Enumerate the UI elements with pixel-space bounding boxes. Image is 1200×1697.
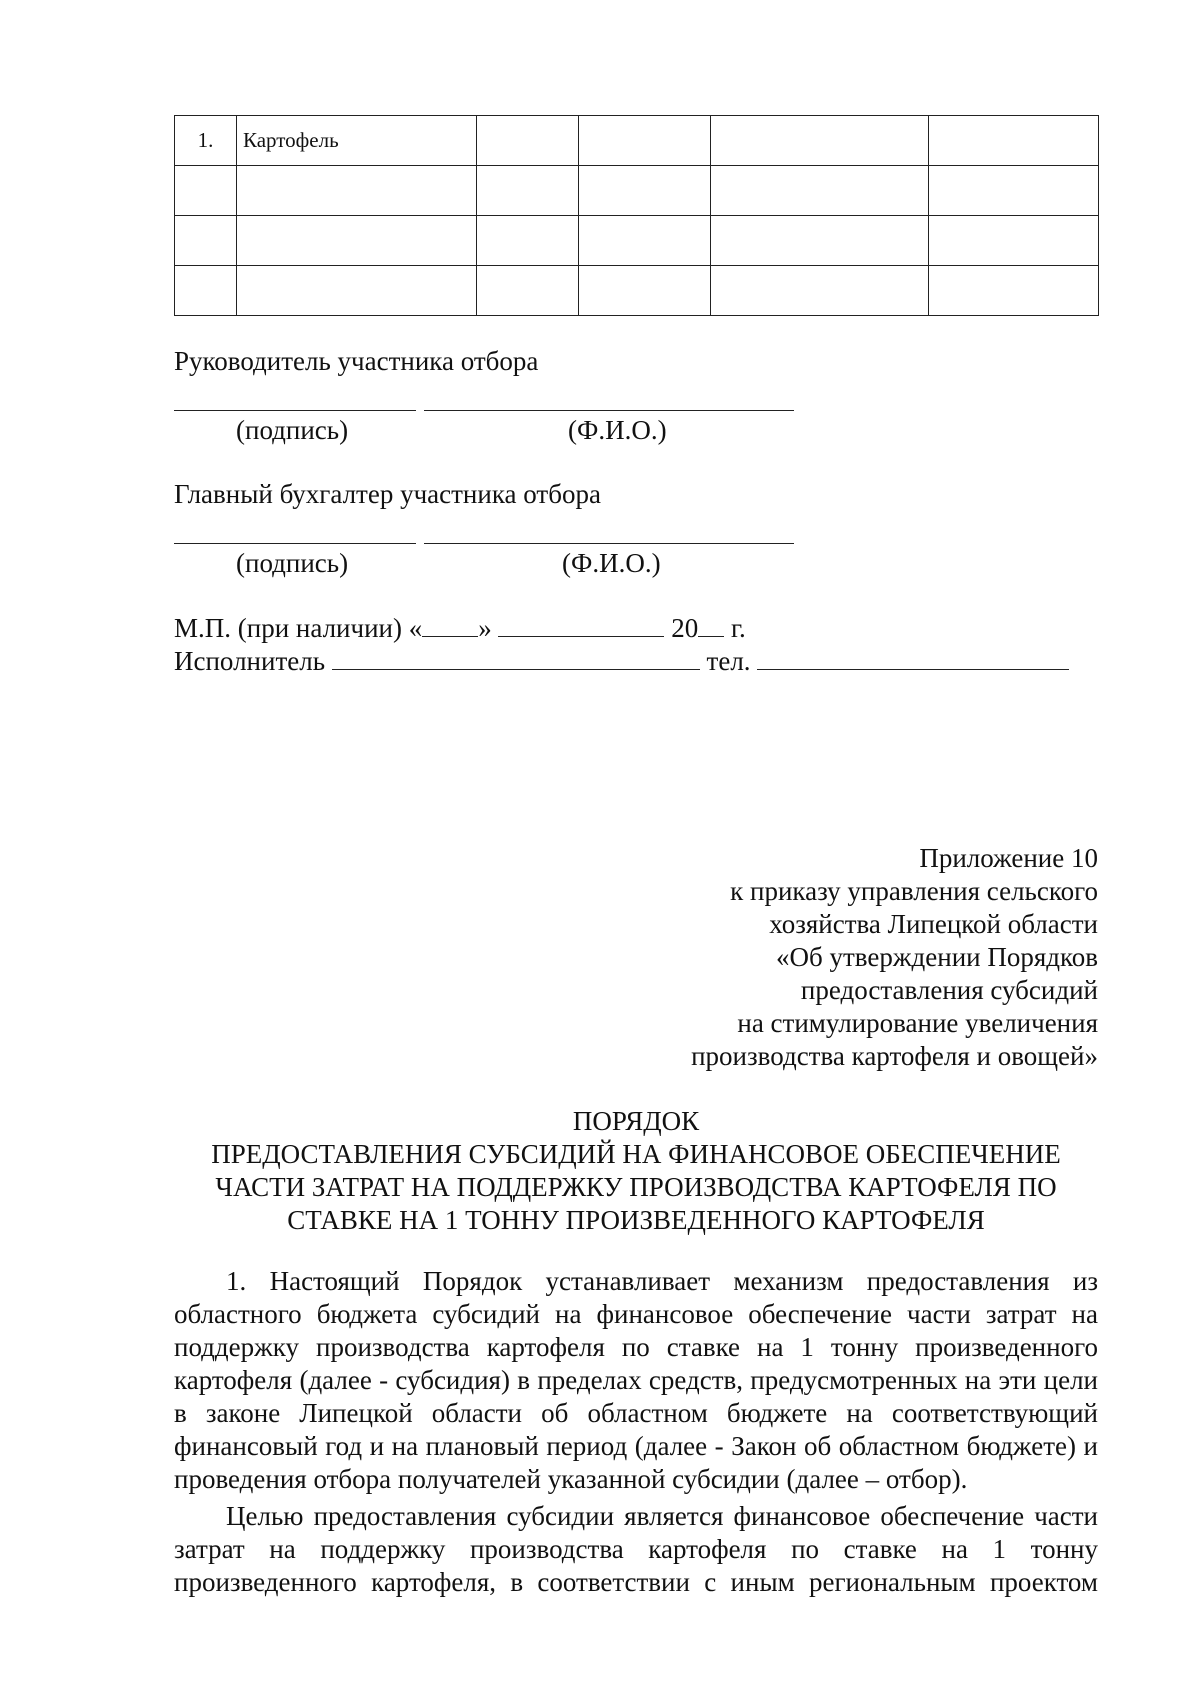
table-cell <box>929 116 1099 166</box>
table-cell <box>237 216 477 266</box>
table-cell <box>579 266 711 316</box>
crop-table <box>174 115 1099 316</box>
crop-table-body <box>175 116 1099 316</box>
accountant-name-caption: (Ф.И.О.) <box>562 548 661 578</box>
stamp-quote-close: » <box>478 613 492 643</box>
table-cell <box>929 266 1099 316</box>
table-cell <box>175 216 237 266</box>
annex-line: хозяйства Липецкой области <box>769 909 1098 939</box>
table-cell <box>579 116 711 166</box>
table-cell <box>237 266 477 316</box>
title-line: СТАВКЕ НА 1 ТОННУ ПРОИЗВЕДЕННОГО КАРТОФЕЛЯ <box>287 1205 985 1235</box>
table-row <box>175 266 1099 316</box>
year-prefix: 20 <box>671 613 699 643</box>
title-line: ЧАСТИ ЗАТРАТ НА ПОДДЕРЖКУ ПРОИЗВОДСТВА КАРТОФЕЛЯ ПО <box>215 1172 1057 1202</box>
head-label: Руководитель участника отбора <box>174 346 539 376</box>
executor-line <box>174 645 1069 678</box>
table-cell <box>477 116 579 166</box>
annex-line: производства картофеля и овощей» <box>691 1041 1098 1071</box>
table-cell <box>237 166 477 216</box>
head-name-caption: (Ф.И.О.) <box>568 415 667 445</box>
table-cell <box>477 266 579 316</box>
table-cell <box>711 166 929 216</box>
table-cell <box>929 166 1099 216</box>
year-suffix: г. <box>730 613 746 643</box>
title-line: ПРЕДОСТАВЛЕНИЯ СУБСИДИЙ НА ФИНАНСОВОЕ ОБЕСПЕЧЕНИЕ <box>211 1139 1061 1169</box>
annex-line: предоставления субсидий <box>800 975 1098 1005</box>
annex-line: к приказу управления сельского <box>730 876 1098 906</box>
table-cell <box>175 166 237 216</box>
paragraph-2: Целью предоставления субсидии является финансовое обеспечение части затрат на поддержку производства картофеля по ставке на 1 тонну произведенного картофеля, в соответствии с иным региональным проектом <box>174 1501 1098 1597</box>
table-cell <box>711 216 929 266</box>
accountant-signature-line <box>174 543 416 544</box>
table-row <box>175 116 1099 166</box>
head-signature-caption: (подпись) <box>236 415 349 445</box>
annex-line: «Об утверждении Порядков <box>776 942 1098 972</box>
executor-label: Исполнитель <box>174 646 326 676</box>
annex-line: Приложение 10 <box>919 843 1098 873</box>
head-signature-line <box>174 410 416 411</box>
table-cell <box>711 266 929 316</box>
executor-blank <box>332 647 700 670</box>
table-cell <box>711 116 929 166</box>
month-blank <box>498 614 664 637</box>
day-blank <box>422 614 478 637</box>
accountant-label: Главный бухгалтер участника отбора <box>174 479 601 509</box>
head-name-line <box>424 410 794 411</box>
stamp-date-line <box>174 612 746 645</box>
table-cell <box>477 166 579 216</box>
year-blank <box>698 614 724 637</box>
paragraph-1: 1. Настоящий Порядок устанавливает механизм предоставления из областного бюджета субсидий на финансовое обеспечение части затрат на поддержку производства картофеля по ставке на 1 тонну произведенного картофеля (далее - субсидия) в пределах средств, предусмотренных на эти цели в законе Липецкой области об областном бюджете на соответствующий финансовый год и на плановый период (далее - Закон об областном бюджете) и проведения отбора получателей указанной субсидии (далее – отбор). <box>174 1266 1098 1494</box>
table-row <box>175 166 1099 216</box>
table-cell: 1. <box>175 116 237 166</box>
title-line: ПОРЯДОК <box>572 1106 700 1136</box>
table-cell <box>579 166 711 216</box>
document-body <box>174 1265 1098 1599</box>
stamp-prefix: М.П. (при наличии) « <box>174 613 423 643</box>
phone-blank <box>757 647 1069 670</box>
accountant-name-line <box>424 543 794 544</box>
annex-header <box>498 842 1098 1073</box>
table-cell <box>929 216 1099 266</box>
table-cell: Картофель <box>237 116 477 166</box>
phone-label: тел. <box>706 646 751 676</box>
document-title <box>174 1105 1098 1237</box>
table-cell <box>477 216 579 266</box>
table-cell <box>175 266 237 316</box>
annex-line: на стимулирование увеличения <box>737 1008 1098 1038</box>
accountant-signature-caption: (подпись) <box>236 548 349 578</box>
table-cell <box>579 216 711 266</box>
table-row <box>175 216 1099 266</box>
